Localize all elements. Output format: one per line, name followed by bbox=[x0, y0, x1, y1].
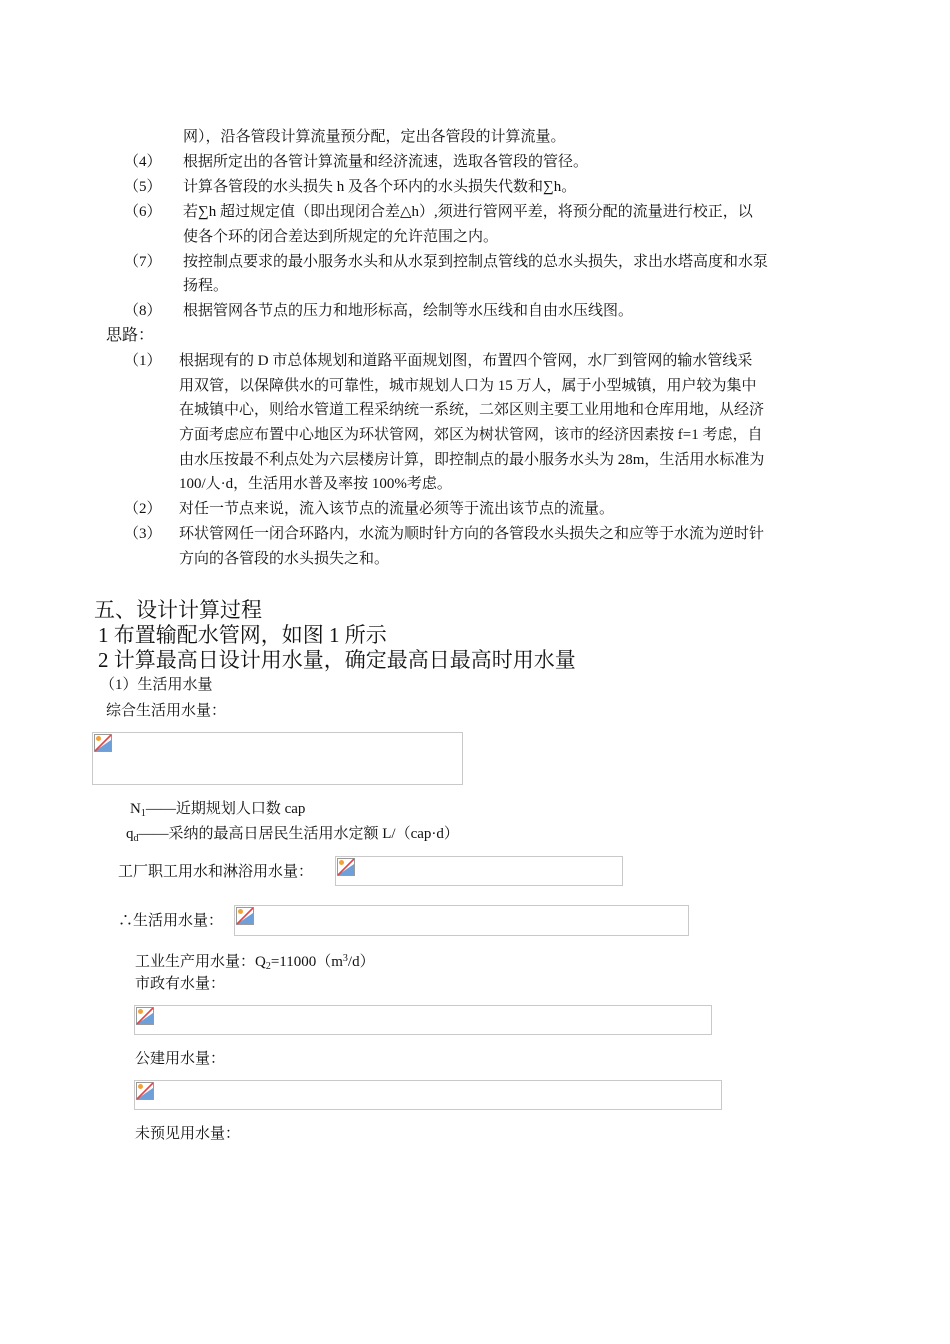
thinking-label: 思路： bbox=[106, 327, 155, 344]
n1-subscript: 1 bbox=[140, 808, 146, 819]
thinking-text: 根据现有的 D 市总体规划和道路平面规划图，布置四个管网，水厂到管网的输水管线采 bbox=[179, 353, 753, 369]
industry-value: =11000（m bbox=[270, 954, 343, 970]
industry-superscript: 3 bbox=[342, 953, 348, 964]
step-number: （7） bbox=[124, 254, 162, 270]
unforeseen-label: 未预见用水量： bbox=[135, 1126, 241, 1142]
section-title: 五、设计计算过程 bbox=[94, 598, 262, 622]
n1-description: ——近期规划人口数 cap bbox=[145, 801, 306, 817]
n1-definition bbox=[130, 799, 305, 824]
comprehensive-label: 综合生活用水量： bbox=[106, 703, 227, 719]
thinking-number: （3） bbox=[124, 526, 162, 542]
step-text: 根据管网各节点的压力和地形标高，绘制等水压线和自由水压线图。 bbox=[183, 303, 634, 319]
step-text: 使各个环的闭合差达到所规定的允许范围之内。 bbox=[183, 229, 499, 245]
thinking-text: 方面考虑应布置中心地区为环状管网，郊区为树状管网，该市的经济因素按 f=1 考虑，自 bbox=[179, 427, 763, 443]
formula-image bbox=[134, 1005, 712, 1035]
item-heading: （1）生活用水量 bbox=[100, 677, 213, 693]
factory-label: 工厂职工用水和淋浴用水量： bbox=[118, 864, 314, 880]
step-text: 扬程。 bbox=[183, 278, 229, 294]
broken-image-icon bbox=[136, 1007, 154, 1025]
step-number: （4） bbox=[124, 154, 162, 170]
section-subheading: 2 计算最高日设计用水量，确定最高日最高时用水量 bbox=[98, 648, 576, 672]
industry-line bbox=[135, 949, 375, 977]
thinking-text: 由水压按最不利点处为六层楼房计算，即控制点的最小服务水头为 28m，生活用水标准为 bbox=[179, 452, 765, 468]
municipal-label: 市政有水量： bbox=[135, 976, 226, 992]
qd-description: ——采纳的最高日居民生活用水定额 L/（cap·d） bbox=[138, 826, 459, 842]
industry-suffix: /d） bbox=[347, 954, 375, 970]
step-text: 若∑h 超过规定值（即出现闭合差△h）,须进行管网平差，将预分配的流量进行校正，以 bbox=[183, 204, 753, 220]
thinking-number: （1） bbox=[124, 353, 162, 369]
broken-image-icon bbox=[94, 734, 112, 752]
broken-image-icon bbox=[136, 1082, 154, 1100]
formula-image bbox=[92, 732, 463, 785]
step-number: （8） bbox=[124, 303, 162, 319]
formula-image bbox=[234, 905, 689, 936]
step-number: （6） bbox=[124, 204, 162, 220]
broken-image-icon bbox=[236, 907, 254, 925]
step-continuation: 网），沿各管段计算流量预分配，定出各管段的计算流量。 bbox=[183, 129, 566, 145]
formula-image bbox=[335, 856, 623, 886]
section-subheading: 1 布置输配水管网，如图 1 所示 bbox=[98, 623, 387, 647]
thinking-text: 对任一节点来说，流入该节点的流量必须等于流出该节点的流量。 bbox=[179, 501, 615, 517]
thinking-text: 用双管，以保障供水的可靠性，城市规划人口为 15 万人，属于小型城镇，用户较为集中 bbox=[179, 378, 757, 394]
n1-symbol: N bbox=[130, 801, 141, 817]
thinking-text: 环状管网任一闭合环路内，水流为顺时针方向的各管段水头损失之和应等于水流为逆时针 bbox=[179, 526, 765, 542]
broken-image-icon bbox=[337, 858, 355, 876]
formula-image bbox=[134, 1080, 722, 1110]
thinking-text: 方向的各管段的水头损失之和。 bbox=[179, 551, 390, 567]
public-label: 公建用水量： bbox=[135, 1051, 226, 1067]
living-label: ∴生活用水量： bbox=[118, 913, 224, 929]
step-number: （5） bbox=[124, 179, 162, 195]
industry-subscript: 2 bbox=[265, 961, 271, 972]
thinking-text: 100/人·d，生活用水普及率按 100%考虑。 bbox=[179, 476, 452, 492]
qd-symbol: q bbox=[126, 826, 134, 842]
qd-subscript: d bbox=[133, 833, 139, 844]
step-text: 计算各管段的水头损失 h 及各个环内的水头损失代数和∑h。 bbox=[183, 179, 577, 195]
qd-definition bbox=[126, 824, 459, 849]
thinking-text: 在城镇中心，则给水管道工程采纳统一系统，二郊区则主要工业用地和仓库用地，从经济 bbox=[179, 402, 765, 418]
thinking-number: （2） bbox=[124, 501, 162, 517]
industry-prefix: 工业生产用水量：Q bbox=[135, 954, 266, 970]
step-text: 按控制点要求的最小服务水头和从水泵到控制点管线的总水头损失，求出水塔高度和水泵 bbox=[183, 254, 769, 270]
step-text: 根据所定出的各管计算流量和经济流速，选取各管段的管径。 bbox=[183, 154, 589, 170]
